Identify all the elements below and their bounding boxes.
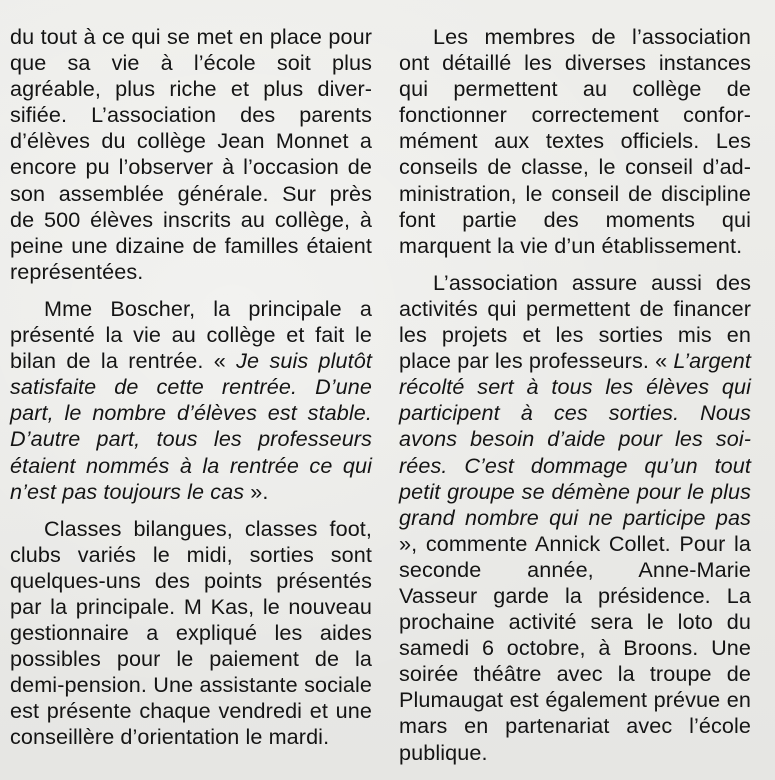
text-segment: Les membres de l’association ont détaillé les diverses instances qui permettent au collège de fonctionner correctement conformément aux textes officiels. Les conseils de classe, le conseil d’administration, le conseil de discipline font partie des moments qui marquent la vie d’un établissement.	[399, 24, 751, 258]
paragraph	[10, 296, 372, 505]
quote-segment: Je suis plutôt satisfaite de cette rentrée. D’une part, le nombre d’élèves est stable. D’autre part, tous les professeurs étaient nommés à la rentrée ce qui n’est pas toujours le cas	[10, 348, 372, 504]
text-segment: », commente Annick Collet. Pour la seconde année, Anne-Marie Vasseur garde la présidence. La prochaine activité sera le loto du samedi 6 octobre, à Broons. Une soirée théâtre avec la troupe de Plumaugat est également prévue en mars en partenariat avec l’école publique.	[399, 530, 751, 765]
text-segment: Classes bilangues, classes foot, clubs variés le midi, sorties sont quelques-uns des points présentés par la principale. M Kas, le nouveau gestionnaire a expliqué les aides possibles pour le paiement de la demi-pension. Une assistante sociale est présente chaque vendredi et une conseillère d’orientation le mardi.	[10, 515, 372, 750]
quote-segment: L’argent récolté sert à tous les élèves qui participent à ces sorties. Nous avons besoin d’aide pour les soirées. C’est dommage qu’un tout petit groupe se démène pour le plus grand nombre qui ne participe pas	[399, 348, 751, 530]
paragraph	[10, 516, 372, 751]
paragraph	[399, 270, 751, 766]
text-segment: du tout à ce qui se met en place pour que sa vie à l’école soit plus agréable, plus riche et plus diversifiée. L’association des parents d’élèves du collège Jean Monnet a encore pu l’observer à l’occasion de son assemblée générale. Sur près de 500 élèves inscrits au collège, à peine une dizaine de familles étaient représentées.	[10, 24, 372, 284]
text-segment: L’association assure aussi des activités qui permettent de financer les projets et les sorties mis en place par les professeurs. «	[399, 269, 751, 374]
text-segment: ».	[244, 478, 269, 504]
right-column	[399, 24, 751, 777]
paragraph	[399, 24, 751, 259]
paragraph	[10, 24, 372, 285]
left-column	[10, 24, 372, 762]
text-segment: Mme Boscher, la principale a présenté la vie au collège et fait le bilan de la rentrée. «	[10, 295, 372, 374]
